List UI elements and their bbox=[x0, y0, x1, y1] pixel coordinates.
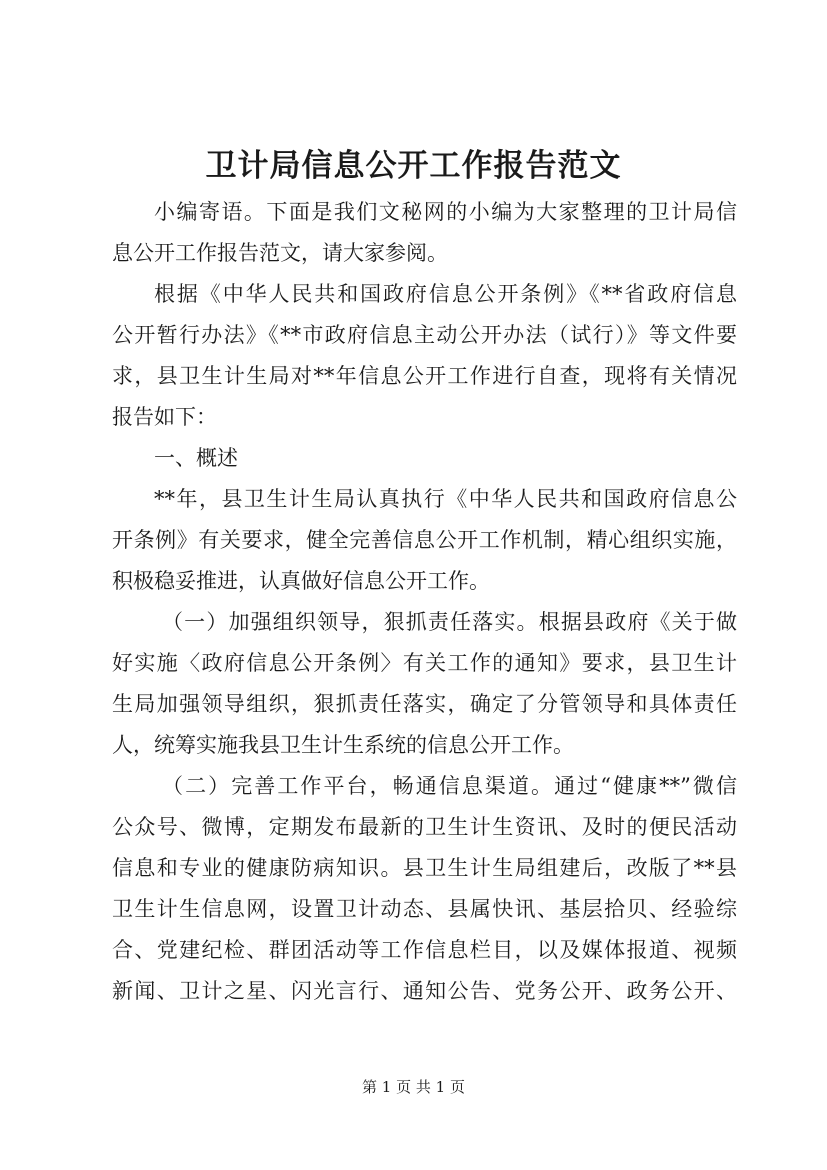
document-body bbox=[112, 192, 737, 1012]
document-title: 卫计局信息公开工作报告范文 bbox=[205, 148, 622, 184]
paragraph-line: 合、党建纪检、群团活动等工作信息栏目，以及媒体报道、视频 bbox=[112, 938, 737, 962]
paragraph-line: **年，县卫生计生局认真执行《中华人民共和国政府信息公 bbox=[154, 487, 737, 511]
paragraph-line: 好实施〈政府信息公开条例〉有关工作的通知》要求，县卫生计 bbox=[112, 651, 737, 675]
page-footer: 第 1 页 共 1 页 bbox=[362, 1078, 465, 1096]
paragraph-line: 公众号、微博，定期发布最新的卫生计生资讯、及时的便民活动 bbox=[112, 815, 737, 839]
paragraph-line: 息公开工作报告范文，请大家参阅。 bbox=[112, 241, 448, 265]
paragraph-line: 报告如下： bbox=[112, 405, 217, 429]
paragraph-line: 公开暂行办法》《**市政府信息主动公开办法（试行）》等文件要 bbox=[112, 323, 737, 347]
paragraph-line: 生局加强领导组织，狠抓责任落实，确定了分管领导和具体责任 bbox=[112, 692, 737, 716]
paragraph-line: 小编寄语。下面是我们文秘网的小编为大家整理的卫计局信 bbox=[154, 200, 737, 224]
section-heading: 一、概述 bbox=[154, 446, 238, 470]
paragraph-line: （一）加强组织领导，狠抓责任落实。根据县政府《关于做 bbox=[162, 610, 737, 634]
paragraph-line: 根据《中华人民共和国政府信息公开条例》《**省政府信息 bbox=[154, 282, 737, 306]
paragraph-line: 开条例》有关要求，健全完善信息公开工作机制，精心组织实施， bbox=[112, 528, 737, 552]
paragraph-line: 人，统筹实施我县卫生计生系统的信息公开工作。 bbox=[112, 733, 574, 757]
paragraph-line: （二）完善工作平台，畅通信息渠道。通过“健康**”微信 bbox=[162, 774, 737, 798]
paragraph-line: 信息和专业的健康防病知识。县卫生计生局组建后，改版了**县 bbox=[112, 856, 737, 880]
paragraph-line: 新闻、卫计之星、闪光言行、通知公告、党务公开、政务公开、 bbox=[112, 979, 737, 1003]
paragraph-line: 积极稳妥推进，认真做好信息公开工作。 bbox=[112, 569, 490, 593]
paragraph-line: 求，县卫生计生局对**年信息公开工作进行自查，现将有关情况 bbox=[112, 364, 737, 388]
paragraph-line: 卫生计生信息网，设置卫计动态、县属快讯、基层拾贝、经验综 bbox=[112, 897, 737, 921]
